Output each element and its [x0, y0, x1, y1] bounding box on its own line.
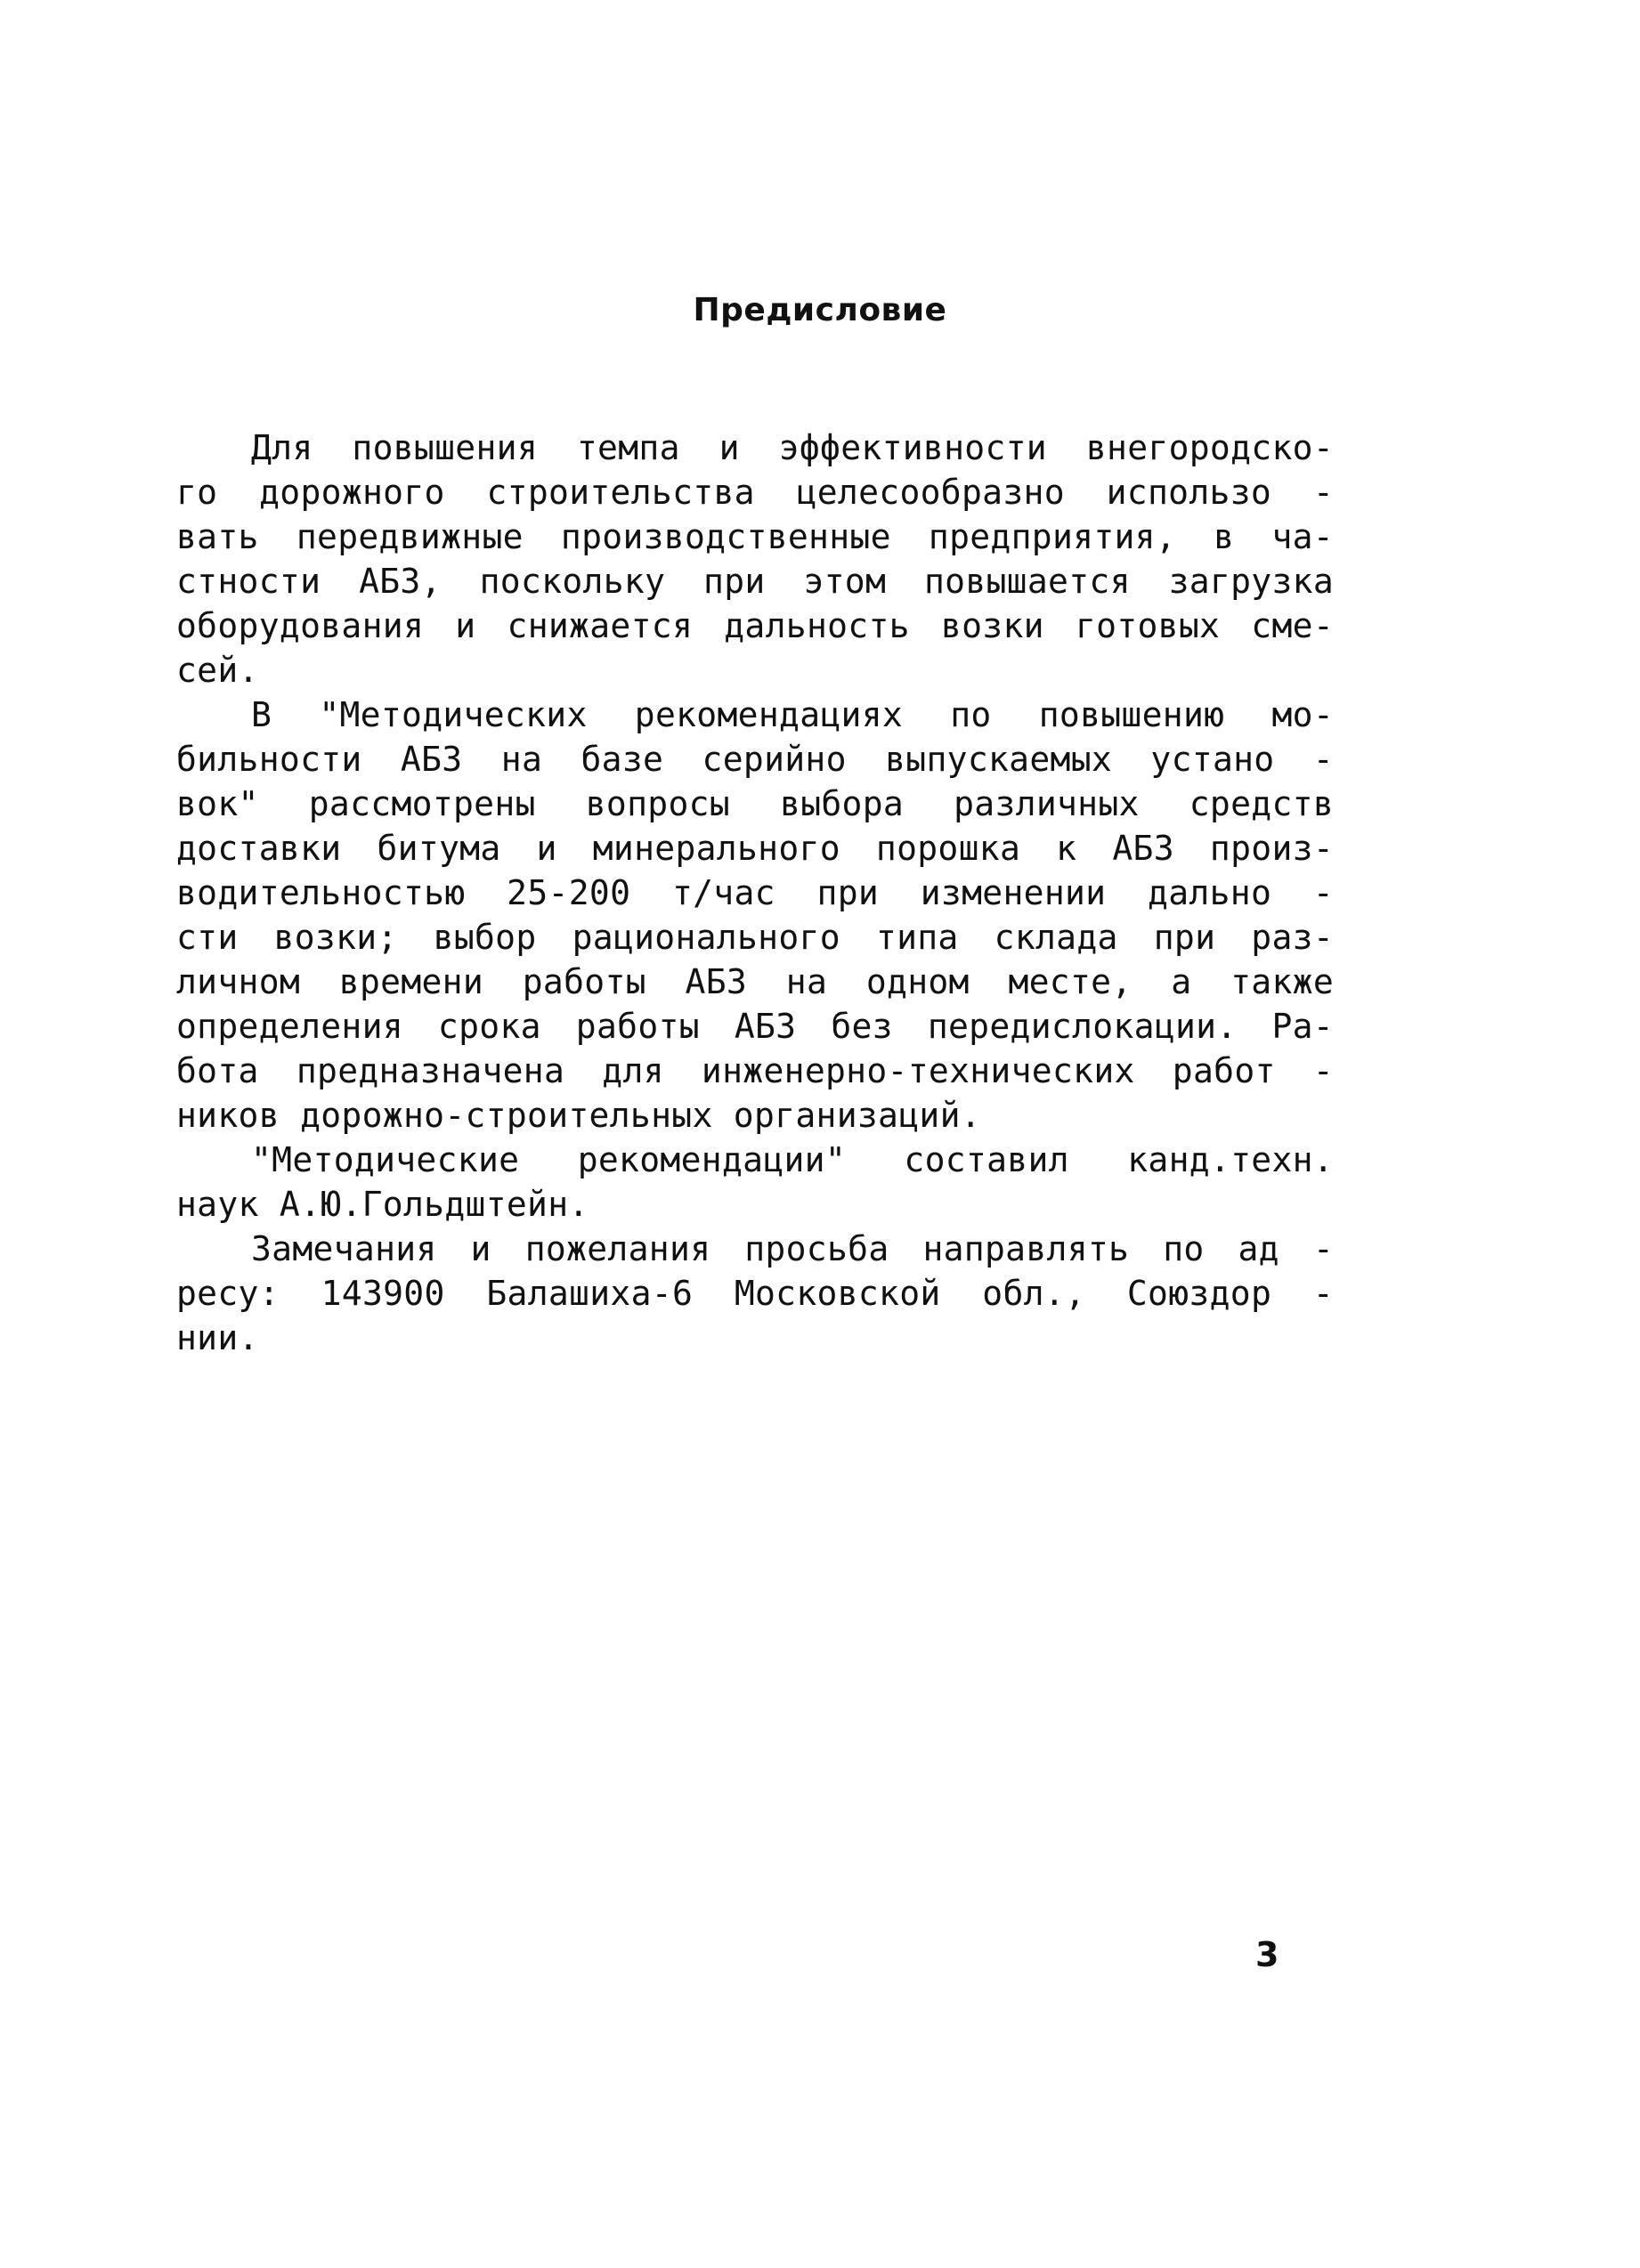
page-title: Предисловие	[693, 292, 947, 328]
text-line: нии.	[176, 1318, 259, 1357]
text-line: водительностью 25-200 т/час при изменении дально -	[176, 873, 1334, 912]
text-line: ресу: 143900 Балашиха-6 Московской обл., Союздор -	[176, 1274, 1334, 1313]
text-line: го дорожного строительства целесообразно использо -	[176, 473, 1334, 512]
text-line: вать передвижные производственные предприятия, в ча-	[176, 517, 1334, 556]
text-line: оборудования и снижается дальность возки готовых сме-	[176, 606, 1334, 645]
page-number: 3	[1255, 1935, 1279, 1974]
text-line: Замечания и пожелания просьба направлять по ад -	[251, 1229, 1334, 1268]
text-line: наук А.Ю.Гольдштейн.	[176, 1185, 589, 1224]
text-line: стности АБЗ, поскольку при этом повышается загрузка	[176, 562, 1334, 601]
text-line: В "Методических рекомендациях по повышению мо-	[251, 695, 1334, 734]
text-line: вок" рассмотрены вопросы выбора различных средств	[176, 784, 1334, 823]
text-line: сти возки; выбор рационального типа склада при раз-	[176, 918, 1334, 957]
text-line: бильности АБЗ на базе серийно выпускаемых устано -	[176, 740, 1334, 779]
text-line: "Методические рекомендации" составил канд.техн.	[251, 1140, 1334, 1179]
text-line: ников дорожно-строительных организаций.	[176, 1096, 981, 1135]
text-line: сей.	[176, 651, 259, 690]
text-line: Для повышения темпа и эффективности внегородско-	[251, 428, 1334, 467]
text-line: бота предназначена для инженерно-технических работ -	[176, 1051, 1334, 1090]
text-line: доставки битума и минерального порошка к АБЗ произ-	[176, 829, 1334, 868]
body-text	[176, 425, 1334, 1360]
text-line: определения срока работы АБЗ без передислокации. Ра-	[176, 1007, 1334, 1046]
text-line: личном времени работы АБЗ на одном месте, а также	[176, 962, 1334, 1001]
